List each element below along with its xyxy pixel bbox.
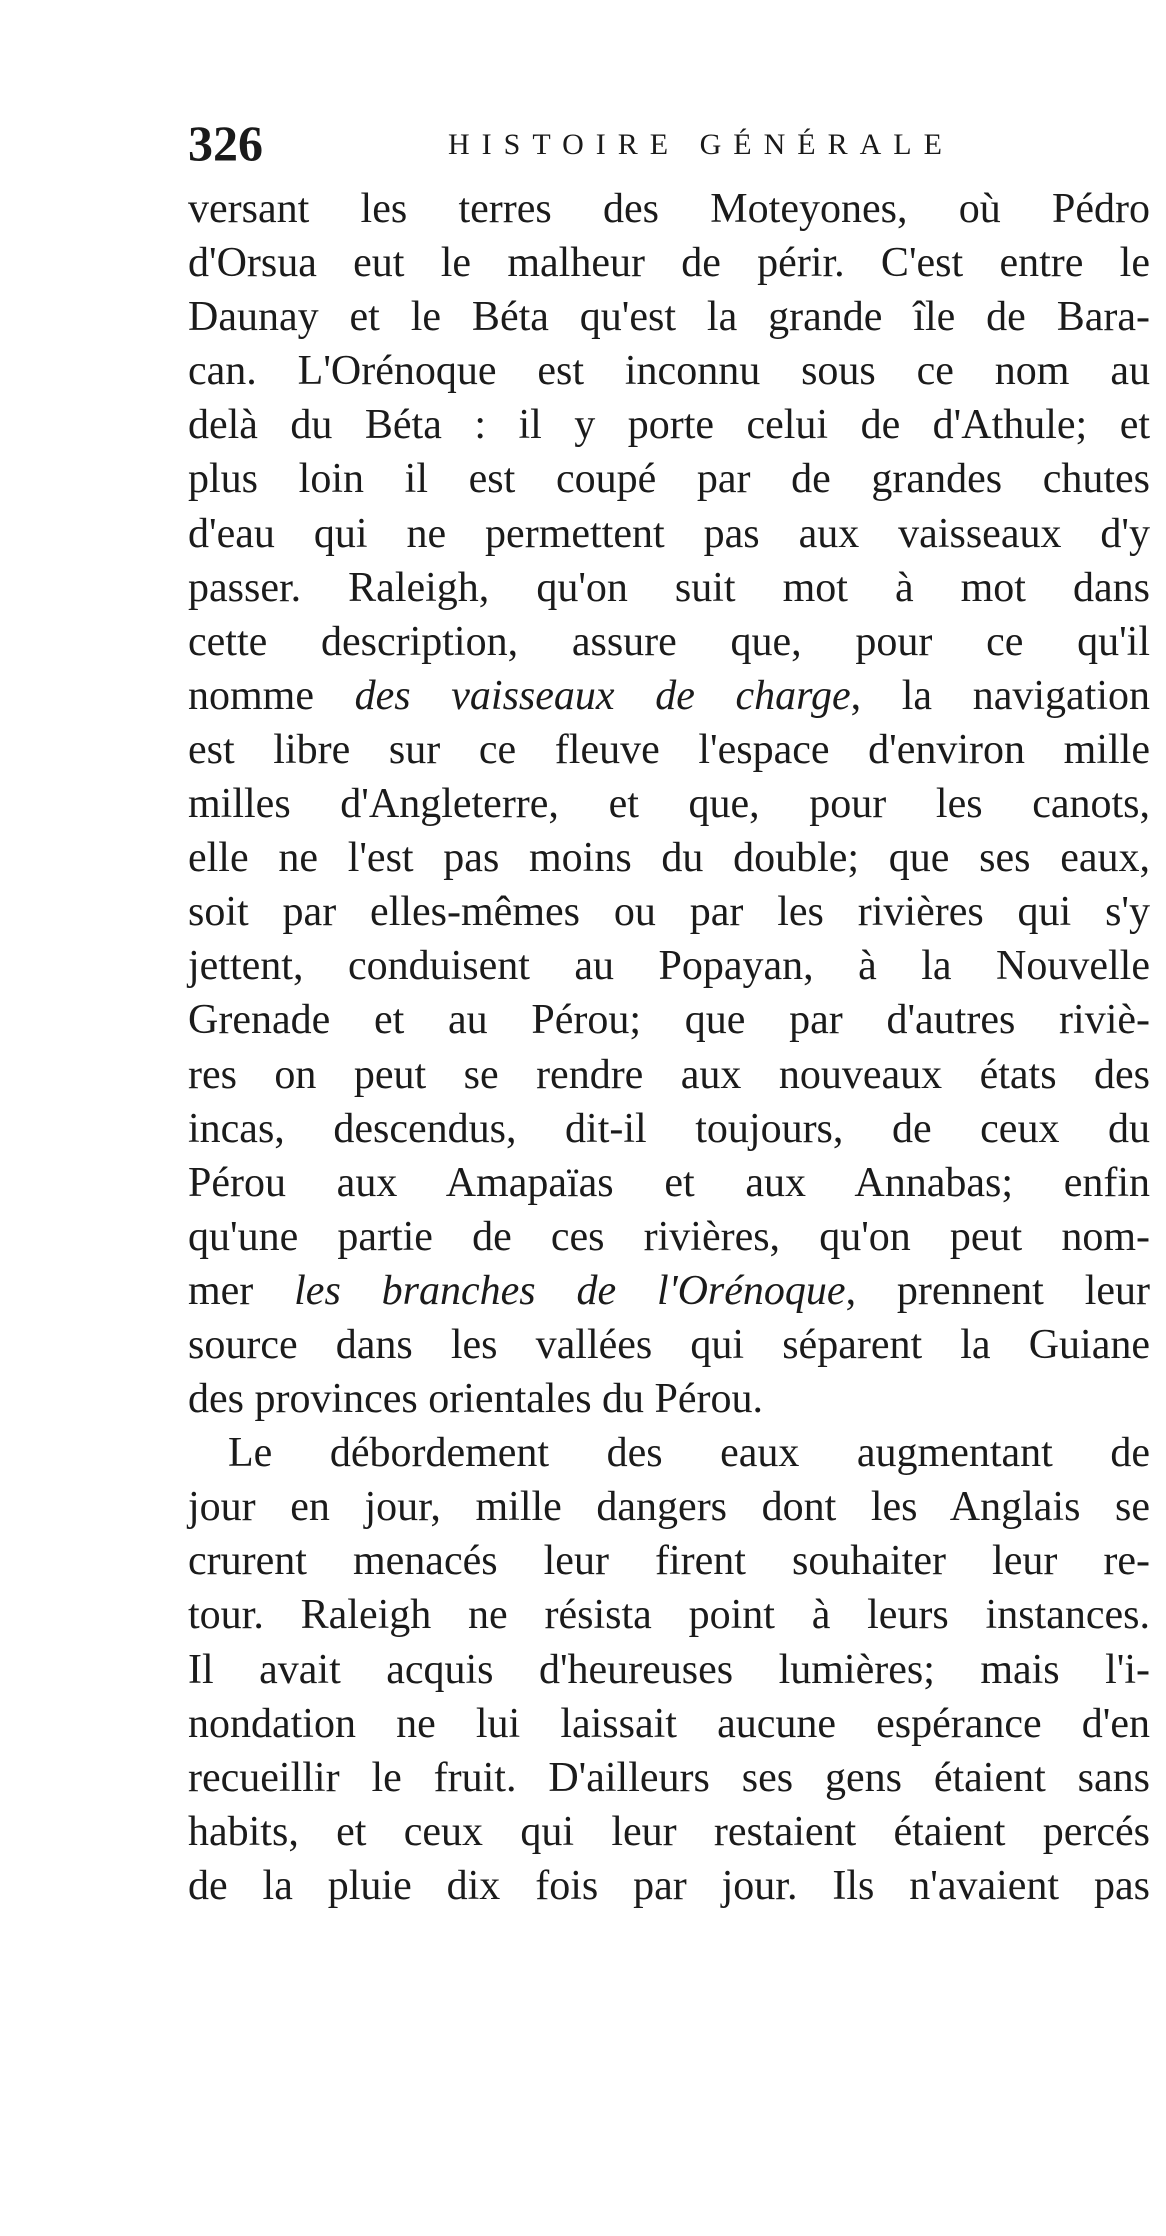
text-line: Pérou aux Amapaïas et aux Annabas; enfin (188, 1159, 1150, 1206)
running-head: HISTOIRE GÉNÉRALE (448, 128, 954, 161)
body-text (188, 182, 1150, 1913)
italic-phrase: les branches de l'Orénoque (294, 1267, 846, 1314)
text-line: d'Orsua eut le malheur de périr. C'est entre le (188, 240, 1150, 287)
text-line: passer. Raleigh, qu'on suit mot à mot dans (188, 564, 1150, 611)
text-line: des provinces orientales du Pérou. (188, 1376, 764, 1423)
text-line: cette description, assure que, pour ce qu'il (188, 618, 1150, 665)
text-line: res on peut se rendre aux nouveaux états des (188, 1051, 1150, 1098)
text-line: de la pluie dix fois par jour. Ils n'avaient pas (188, 1862, 1150, 1909)
text-line: d'eau qui ne permettent pas aux vaisseaux d'y (188, 510, 1150, 557)
text-line: Il avait acquis d'heureuses lumières; mais l'i- (188, 1646, 1150, 1693)
text-line: source dans les vallées qui séparent la Guiane (188, 1321, 1150, 1368)
text-line (188, 1264, 1150, 1318)
text-line: delà du Béta : il y porte celui de d'Athule; et (188, 402, 1150, 449)
italic-phrase: des vaisseaux de charge (354, 672, 851, 719)
page-number: 326 (188, 115, 263, 171)
line-segment: , la navigation (850, 672, 1151, 719)
text-line: jettent, conduisent au Popayan, à la Nouvelle (188, 943, 1150, 990)
text-line: can. L'Orénoque est inconnu sous ce nom au (188, 348, 1150, 395)
text-line: est libre sur ce fleuve l'espace d'environ mille (188, 726, 1150, 773)
text-line: nondation ne lui laissait aucune espérance d'en (188, 1700, 1150, 1747)
text-line: plus loin il est coupé par de grandes chutes (188, 456, 1150, 503)
text-line: Daunay et le Béta qu'est la grande île de Bara- (188, 294, 1150, 341)
text-line: milles d'Angleterre, et que, pour les canots, (188, 781, 1150, 828)
text-line: incas, descendus, dit-il toujours, de ceux du (188, 1105, 1150, 1152)
text-line: soit par elles-mêmes ou par les rivières qui s'y (188, 889, 1150, 936)
text-line: Le débordement des eaux augmentant de (228, 1430, 1150, 1477)
text-line: Grenade et au Pérou; que par d'autres riviè- (188, 997, 1150, 1044)
text-line: qu'une partie de ces rivières, qu'on peut nom- (188, 1213, 1150, 1260)
line-segment: mer (188, 1267, 295, 1314)
page-header (188, 113, 1148, 173)
text-line: recueillir le fruit. D'ailleurs ses gens étaient sans (188, 1754, 1150, 1801)
line-segment: nomme (188, 672, 355, 719)
text-line: habits, et ceux qui leur restaient étaient percés (188, 1808, 1150, 1855)
text-line (188, 669, 1150, 723)
line-segment: , prennent leur (845, 1267, 1150, 1314)
text-line: crurent menacés leur firent souhaiter leur re- (188, 1538, 1150, 1585)
text-line: versant les terres des Moteyones, où Pédro (188, 186, 1150, 232)
text-line: tour. Raleigh ne résista point à leurs instances. (188, 1592, 1150, 1639)
text-line: jour en jour, mille dangers dont les Anglais se (188, 1484, 1150, 1531)
text-line: elle ne l'est pas moins du double; que ses eaux, (188, 835, 1150, 882)
